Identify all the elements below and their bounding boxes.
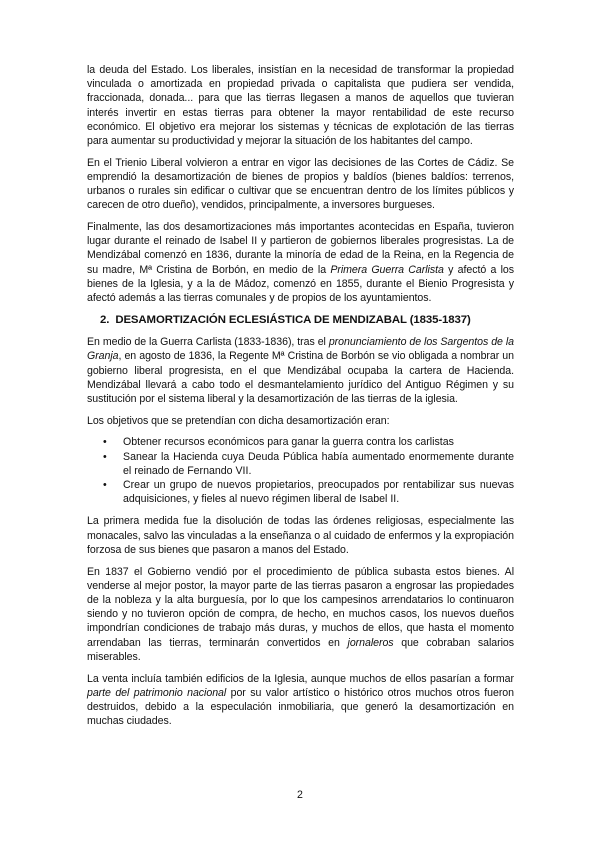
paragraph-primera-medida: La primera medida fue la disolución de todas las órdenes religiosas, especialmente las monacales, salvo las vinculadas a la enseñanza o al cuidado de enfermos y la expropiación forzosa de sus bienes que pasaron a manos del Estado. [87, 515, 514, 556]
list-item-text: Crear un grupo de nuevos propietarios, preocupados por rentabilizar sus nuevas adquisiciones, y fieles al nuevo régimen liberal de Isabel II. [123, 479, 514, 506]
section-title: DESAMORTIZACIÓN ECLESIÁSTICA DE MENDIZABAL (1835-1837) [115, 314, 471, 327]
list-item-text: Obtener recursos económicos para ganar la guerra contra los carlistas [123, 436, 454, 449]
italic-text: Primera Guerra Carlista [330, 263, 444, 276]
text-run: y afectó a los bienes de la Iglesia, y a la de Mádoz, comenzó en 1855, durante el Bienio Progresista y afectó además a las tierras comunales y de propios de los ayuntamientos. [87, 263, 514, 305]
text-run: En 1837 el Gobierno vendió por el procedimiento de pública subasta estos bienes. Al venderse al mejor postor, la mayor parte de las tierras pasaron a engrosar las propiedades de la nobleza y la alta burguesía, por lo que los campesinos arrendatarios lo continuaron siendo y no tuvieron opción de compra, de hecho, en muchos casos, los nuevos dueños impondrían condiciones de trabajo más duras, y muchos de ellos, que hasta el momento arrendaban las tierras, terminarán convertidos en [87, 565, 514, 649]
paragraph-guerra-carlista [87, 335, 514, 406]
text-run: , en agosto de 1836, la Regente Mª Cristina de Borbón se vio obligada a nombrar un gobierno liberal progresista, en el que Mendizábal ocupaba la cartera de Hacienda. Mendizábal llevará a cabo todo el desmantelamiento jurídico del Antiguo Régimen y su sustitución por el sistema liberal y la desamortización de las tierras de la iglesia. [87, 350, 514, 406]
list-item [87, 435, 514, 449]
list-item [87, 478, 514, 506]
italic-text: pronunciamiento de los Sargentos de la Granja [87, 336, 514, 363]
bullet-icon: • [103, 479, 107, 492]
paragraph-venta-edificios [87, 672, 514, 729]
document-page [87, 63, 514, 736]
paragraph-trienio-liberal: En el Trienio Liberal volvieron a entrar en vigor las decisiones de las Cortes de Cádiz. Se emprendió la desamortización de bienes de propios y baldíos (bienes baldíos: terrenos, urbanos o rurales sin edificar o cultivar que se encuentran dentro de los límites públicos y carecen de otro dueño), vendidos, principalmente, a inversores burgueses. [87, 156, 514, 212]
text-run: La venta incluía también edificios de la Iglesia, aunque muchos de ellos pasarían a formar [87, 672, 514, 685]
bullet-icon: • [103, 450, 107, 463]
list-item-text: Sanear la Hacienda cuya Deuda Pública había aumentado enormemente durante el reinado de Fernando VII. [123, 450, 514, 477]
paragraph-deuda: la deuda del Estado. Los liberales, insistían en la necesidad de transformar la propiedad vinculada o amortizada en propiedad privada o capitalista que pudiera ser vendida, fraccionada, donada... para que las tierras llegasen a manos de aquellos que tuvieran interés invertir en estas tierras para obtener la mayor rentabilidad de este recurso económico. El objetivo era mejorar los sistemas y técnicas de explotación de las tierras para aumentar su productividad y mejorar la situación de los habitantes del campo. [87, 64, 514, 148]
italic-text: jornaleros [347, 636, 394, 649]
list-item [87, 450, 514, 478]
section-number: 2. [100, 314, 110, 327]
bullet-icon: • [103, 436, 107, 449]
section-heading [100, 313, 514, 327]
italic-text: parte del patrimonio nacional [87, 686, 227, 699]
page-number: 2 [297, 789, 303, 801]
text-run: En medio de la Guerra Carlista (1833-1836), tras el [87, 336, 329, 349]
text-run: por su valor artístico o histórico otros muchos otros fueron destruidos, debido a la especulación inmobiliaria, que generó la desamortización en muchas ciudades. [87, 686, 514, 728]
paragraph-objetivos: Los objetivos que se pretendían con dicha desamortización eran: [87, 414, 390, 427]
text-run: que cobraban salarios miserables. [87, 636, 514, 663]
text-run: Finalmente, las dos desamortizaciones más importantes acontecidas en España, tuvieron lugar durante el reinado de Isabel II y partieron de gobiernos liberales progresistas. La de Mendizábal comenzó en 1836, durante la minoría de edad de la Reina, en la Regencia de su madre, Mª Cristina de Borbón, en medio de la [87, 221, 514, 276]
objectives-list [87, 435, 514, 506]
paragraph-finalmente [87, 220, 514, 305]
paragraph-subasta [87, 565, 514, 664]
